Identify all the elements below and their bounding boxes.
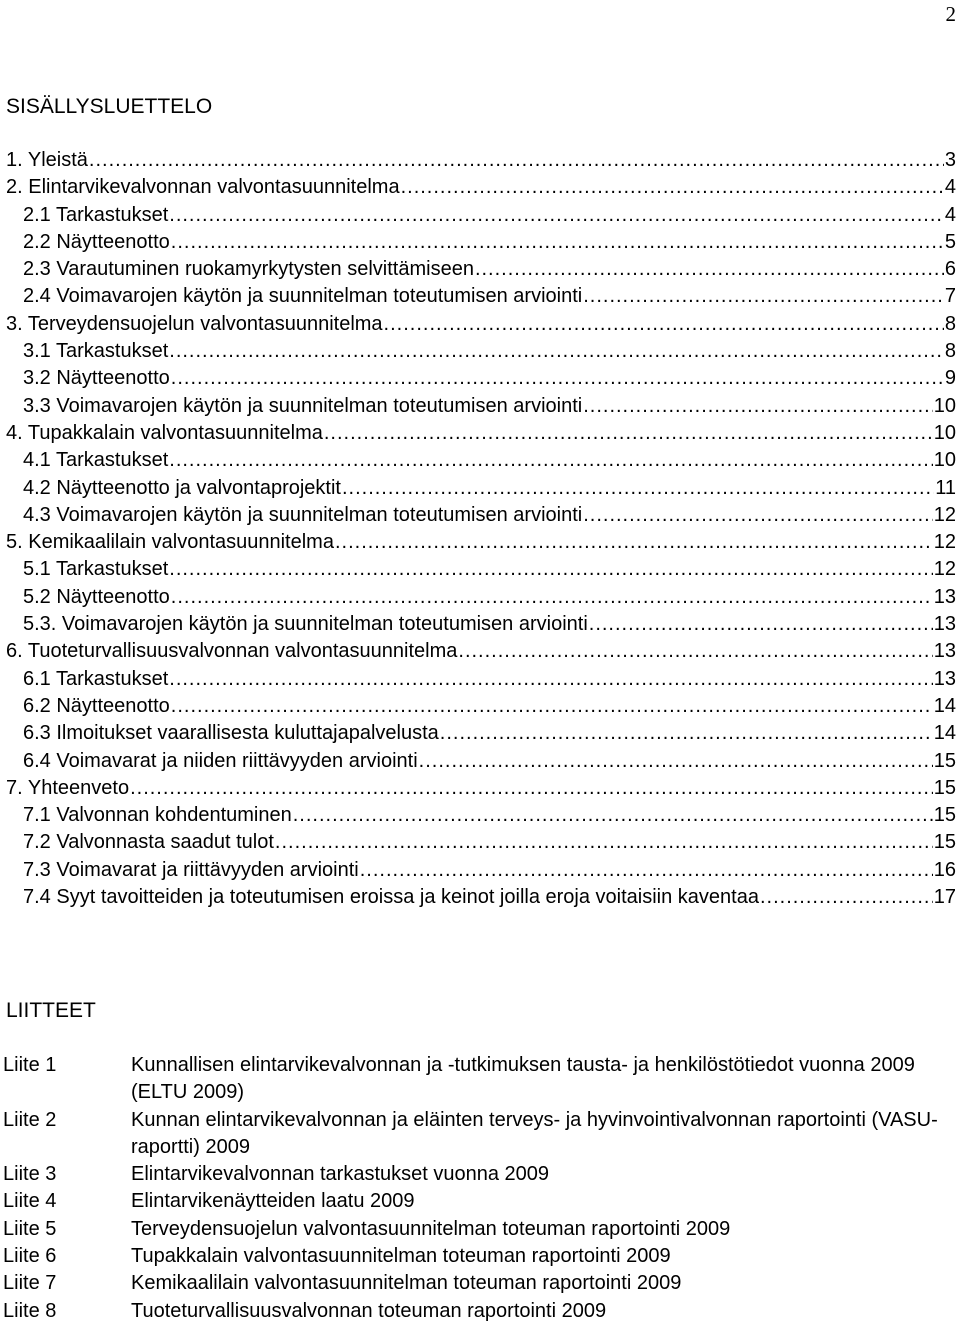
toc-entry[interactable]: [6, 748, 956, 775]
toc-entry-page: 15: [933, 831, 956, 854]
toc-entry-page: 14: [933, 694, 956, 717]
appendix-description: Tuoteturvallisuusvalvonnan toteuman raportointi 2009: [131, 1299, 607, 1322]
appendix-item: [3, 1243, 948, 1270]
toc-entry[interactable]: [6, 829, 956, 856]
toc-entry[interactable]: [6, 775, 956, 802]
toc-entry-page: 3: [944, 149, 956, 171]
toc-dot-leader: [401, 174, 944, 201]
toc-entry-page: 12: [933, 531, 956, 554]
toc-entry-label: 5.2 Näytteenotto: [23, 585, 170, 608]
toc-entry[interactable]: [6, 311, 956, 338]
toc-dot-leader: [583, 283, 944, 310]
toc-entry[interactable]: [6, 393, 956, 420]
toc-entry[interactable]: [6, 529, 956, 556]
toc-entry[interactable]: [6, 202, 956, 229]
toc-dot-leader: [169, 202, 944, 229]
appendices-list: [3, 1052, 948, 1325]
toc-dot-leader: [384, 311, 944, 338]
toc-entry-page: 13: [933, 667, 956, 690]
appendix-description: Elintarvikenäytteiden laatu 2009: [131, 1190, 415, 1213]
toc-dot-leader: [342, 475, 934, 502]
appendix-key: Liite 5: [3, 1217, 57, 1240]
toc-dot-leader: [583, 502, 933, 529]
toc-entry[interactable]: [6, 884, 956, 911]
toc-dot-leader: [293, 802, 933, 829]
toc-entry-page: 6: [944, 258, 956, 281]
appendix-item: [3, 1270, 948, 1297]
toc-dot-leader: [275, 829, 933, 856]
toc-dot-leader: [440, 720, 933, 747]
toc-entry-label: 7.4 Syyt tavoitteiden ja toteutumisen eroissa ja keinot joilla eroja voitaisiin kaventaa: [23, 886, 759, 909]
toc-dot-leader: [589, 611, 933, 638]
toc-dot-leader: [171, 584, 933, 611]
appendix-key: Liite 2: [3, 1108, 57, 1131]
toc-entry-label: 6. Tuoteturvallisuusvalvonnan valvontasuunnitelma: [6, 640, 458, 663]
toc-dot-leader: [324, 420, 933, 447]
toc-entry-label: 4.1 Tarkastukset: [23, 449, 169, 472]
toc-entry[interactable]: [6, 802, 956, 829]
toc-dot-leader: [583, 393, 933, 420]
toc-entry-label: 2.4 Voimavarojen käytön ja suunnitelman toteutumisen arviointi: [23, 285, 583, 308]
appendix-item: [3, 1298, 948, 1325]
toc-entry-page: 10: [933, 421, 956, 444]
toc-entry-label: 7.3 Voimavarat ja riittävyyden arviointi: [23, 858, 359, 881]
toc-entry-page: 8: [944, 340, 956, 363]
toc-entry-page: 14: [933, 722, 956, 745]
toc-entry-page: 13: [933, 640, 956, 663]
appendix-description: Kunnan elintarvikevalvonnan ja eläinten terveys- ja hyvinvointivalvonnan raportointi (VASU-raportti) 2009: [131, 1108, 938, 1158]
toc-entry-label: 6.2 Näytteenotto: [23, 694, 170, 717]
toc-entry[interactable]: [6, 147, 956, 174]
toc-entry[interactable]: [6, 857, 956, 884]
appendix-description: Terveydensuojelun valvontasuunnitelman toteuman raportointi 2009: [131, 1217, 731, 1240]
toc-entry[interactable]: [6, 556, 956, 583]
toc-entry-page: 10: [933, 449, 956, 472]
toc-entry-label: 3.1 Tarkastukset: [23, 340, 169, 363]
toc-entry-page: 15: [933, 749, 956, 772]
toc-entry-label: 4.2 Näytteenotto ja valvontaprojektit: [23, 476, 341, 499]
toc-entry[interactable]: [6, 420, 956, 447]
toc-dot-leader: [169, 666, 932, 693]
toc-entry[interactable]: [6, 447, 956, 474]
toc-dot-leader: [419, 748, 933, 775]
appendix-key: Liite 1: [3, 1054, 57, 1076]
table-of-contents: [6, 147, 956, 911]
toc-entry[interactable]: [6, 338, 956, 365]
appendix-key: Liite 6: [3, 1245, 57, 1268]
toc-dot-leader: [458, 638, 932, 665]
toc-title: SISÄLLYSLUETTELO: [6, 95, 213, 118]
toc-entry-label: 2.3 Varautuminen ruokamyrkytysten selvittämiseen: [23, 258, 474, 281]
appendix-key: Liite 7: [3, 1272, 57, 1295]
toc-dot-leader: [130, 775, 933, 802]
toc-dot-leader: [171, 693, 933, 720]
toc-entry[interactable]: [6, 584, 956, 611]
toc-dot-leader: [171, 365, 944, 392]
appendix-item: [3, 1216, 948, 1243]
toc-dot-leader: [169, 338, 944, 365]
appendix-item: [3, 1107, 948, 1162]
toc-entry-page: 16: [933, 858, 956, 881]
toc-entry-label: 1. Yleistä: [6, 149, 88, 171]
toc-entry[interactable]: [6, 256, 956, 283]
toc-entry-page: 13: [933, 585, 956, 608]
toc-entry-page: 7: [944, 285, 956, 308]
toc-entry-page: 4: [944, 203, 956, 226]
appendix-item: [3, 1052, 948, 1107]
toc-entry-label: 3.3 Voimavarojen käytön ja suunnitelman toteutumisen arviointi: [23, 394, 583, 417]
toc-entry-page: 4: [944, 176, 956, 199]
appendix-item: [3, 1188, 948, 1215]
toc-entry[interactable]: [6, 693, 956, 720]
toc-entry-page: 13: [933, 613, 956, 636]
toc-dot-leader: [89, 147, 944, 174]
toc-entry[interactable]: [6, 229, 956, 256]
appendix-description: Elintarvikevalvonnan tarkastukset vuonna 2009: [131, 1163, 550, 1186]
toc-entry-label: 6.3 Ilmoitukset vaarallisesta kuluttajapalvelusta: [23, 722, 439, 745]
toc-entry-label: 4.3 Voimavarojen käytön ja suunnitelman toteutumisen arviointi: [23, 503, 583, 526]
toc-entry-page: 8: [944, 312, 956, 335]
toc-entry-page: 12: [933, 503, 956, 526]
toc-entry-page: 5: [944, 230, 956, 253]
toc-entry-page: 12: [933, 558, 956, 581]
appendix-item: [3, 1161, 948, 1188]
toc-entry[interactable]: [6, 720, 956, 747]
toc-entry[interactable]: [6, 365, 956, 392]
toc-entry-label: 3.2 Näytteenotto: [23, 367, 170, 390]
toc-entry-label: 7. Yhteenveto: [6, 776, 130, 799]
toc-entry-label: 2. Elintarvikevalvonnan valvontasuunnitelma: [6, 176, 400, 199]
toc-entry-label: 2.1 Tarkastukset: [23, 203, 169, 226]
toc-dot-leader: [475, 256, 944, 283]
toc-entry-page: 11: [935, 476, 956, 499]
toc-entry-label: 3. Terveydensuojelun valvontasuunnitelma: [6, 312, 383, 335]
toc-entry-label: 7.1 Valvonnan kohdentuminen: [23, 804, 292, 827]
toc-entry-label: 2.2 Näytteenotto: [23, 230, 170, 253]
appendix-key: Liite 8: [3, 1299, 57, 1322]
toc-dot-leader: [169, 447, 932, 474]
toc-entry-label: 6.1 Tarkastukset: [23, 667, 169, 690]
toc-dot-leader: [360, 857, 933, 884]
appendix-key: Liite 4: [3, 1190, 57, 1213]
toc-entry[interactable]: [6, 502, 956, 529]
toc-entry-page: 17: [933, 886, 956, 909]
toc-entry-page: 15: [933, 804, 956, 827]
toc-entry[interactable]: [6, 174, 956, 201]
toc-entry[interactable]: [6, 475, 956, 502]
appendix-description: Kemikaalilain valvontasuunnitelman toteuman raportointi 2009: [131, 1272, 682, 1295]
appendix-key: Liite 3: [3, 1163, 57, 1186]
page-number: 2: [945, 2, 956, 26]
toc-entry[interactable]: [6, 611, 956, 638]
toc-entry[interactable]: [6, 283, 956, 310]
toc-dot-leader: [171, 229, 944, 256]
toc-entry-page: 15: [933, 776, 956, 799]
toc-dot-leader: [169, 556, 932, 583]
appendix-description: Tupakkalain valvontasuunnitelman toteuman raportointi 2009: [131, 1245, 671, 1268]
toc-entry-page: 9: [944, 367, 956, 390]
toc-entry-label: 7.2 Valvonnasta saadut tulot: [23, 831, 274, 854]
toc-dot-leader: [760, 884, 933, 911]
appendix-description: Kunnallisen elintarvikevalvonnan ja -tutkimuksen tausta- ja henkilöstötiedot vuonna 2009 (ELTU 2009): [131, 1054, 915, 1104]
toc-entry-label: 5.3. Voimavarojen käytön ja suunnitelman toteutumisen arviointi: [23, 613, 588, 636]
toc-entry[interactable]: [6, 666, 956, 693]
toc-entry-label: 5.1 Tarkastukset: [23, 558, 169, 581]
toc-entry-page: 10: [933, 394, 956, 417]
toc-entry-label: 4. Tupakkalain valvontasuunnitelma: [6, 421, 323, 444]
toc-entry-label: 5. Kemikaalilain valvontasuunnitelma: [6, 531, 334, 554]
toc-entry-label: 6.4 Voimavarat ja niiden riittävyyden arviointi: [23, 749, 418, 772]
toc-dot-leader: [335, 529, 933, 556]
toc-entry[interactable]: [6, 638, 956, 665]
appendices-title: LIITTEET: [6, 999, 96, 1022]
